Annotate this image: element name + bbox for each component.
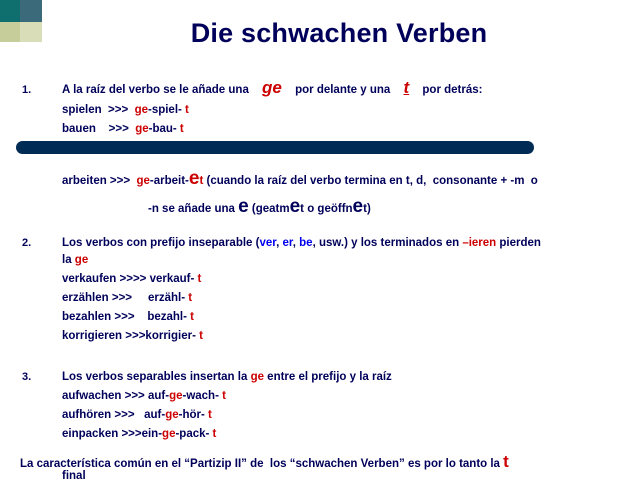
section-3-intro: Los verbos separables insertan la ge entre el prefijo y la raíz <box>62 371 392 383</box>
slide-title: Die schwachen Verben <box>190 18 488 48</box>
section-2-intro: Los verbos con prefijo inseparable (ver, er, be, usw.) y los terminados en –ieren pierden <box>62 237 541 249</box>
footer-summary-cont: final <box>62 470 86 482</box>
divider-bar <box>16 141 534 154</box>
decor-square-teal <box>0 0 20 22</box>
section-1-example-4: -n se añade una e (geatmet o geöffnet) <box>148 196 371 217</box>
section-1-number: 1. <box>22 84 32 96</box>
section-1-example-3: arbeiten >>> ge-arbeit-et (cuando la raíz del verbo termina en t, d, consonante + -m o <box>62 168 538 189</box>
section-3-example-2: aufhören >>> auf-ge-hör- t <box>62 409 212 421</box>
section-2-example-4: korrigieren >>>korrigier- t <box>62 330 203 342</box>
section-3-example-1: aufwachen >>> auf-ge-wach- t <box>62 390 226 402</box>
section-1-example-2: bauen >>> ge-bau- t <box>62 123 184 135</box>
section-2-intro-cont: la ge <box>62 254 89 266</box>
section-2-example-2: erzählen >>> erzähl- t <box>62 292 193 304</box>
decor-square-olive <box>0 22 20 42</box>
section-1-example-1: spielen >>> ge-spiel- t <box>62 104 189 116</box>
section-3-number: 3. <box>22 371 32 383</box>
section-2-example-1: verkaufen >>>> verkauf- t <box>62 273 202 285</box>
footer-summary: La característica común en el “Partizip II” de los “schwachen Verben” es por lo tanto la t <box>20 452 509 471</box>
section-1-intro: A la raíz del verbo se le añade una ge por delante y una t por detrás: <box>62 78 483 97</box>
section-3-example-3: einpacken >>>ein-ge-pack- t <box>62 428 217 440</box>
section-2-example-3: bezahlen >>> bezahl- t <box>62 311 194 323</box>
section-2-number: 2. <box>22 237 32 249</box>
